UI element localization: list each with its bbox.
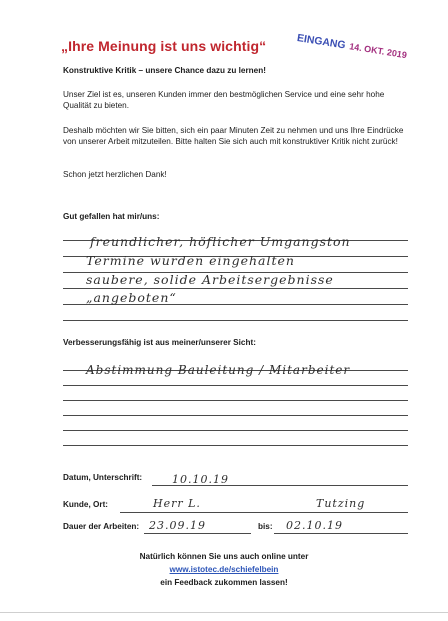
positive-handwriting-2: Termine wurden eingehalten [86,253,295,268]
date-handwriting: 10.10.19 [172,473,229,486]
customer-place-label: Kunde, Ort: [63,500,109,509]
footer-line-1: Natürlich können Sie uns auch online unter [139,552,309,561]
received-stamp [296,32,408,61]
duration-to-line[interactable] [274,533,408,534]
positive-handwriting-4: „angeboten“ [86,290,177,305]
footer-link-row [0,565,448,574]
footer-line-3: ein Feedback zukommen lassen! [160,578,288,587]
positive-line-6[interactable] [63,320,408,321]
positive-handwriting-3: saubere, solide Arbeitsergebnisse [86,272,334,287]
customer-place-line[interactable] [120,512,408,513]
improve-line-6[interactable] [63,445,408,446]
positive-line-4[interactable] [63,288,408,289]
improve-line-4[interactable] [63,415,408,416]
customer-name-handwriting: Herr L. [153,497,201,510]
improve-line-3[interactable] [63,400,408,401]
improve-line-2[interactable] [63,385,408,386]
page-bottom-rule [0,612,448,613]
positive-section-label: Gut gefallen hat mir/uns: [63,212,160,221]
intro-paragraph-1: Unser Ziel ist es, unseren Kunden immer den bestmöglichen Service und eine sehr hohe Qualität zu bieten. [63,90,385,110]
duration-label: Dauer der Arbeiten: [63,522,140,531]
stamp-label: EINGANG [296,32,347,52]
intro-heading: Konstruktive Kritik – unsere Chance dazu zu lernen! [63,66,266,75]
intro-paragraph-2: Deshalb möchten wir Sie bitten, sich ein paar Minuten Zeit zu nehmen und uns Ihre Eindrücke von unserer Arbeit mitzuteilen. Bitte halten Sie sich auch mit konstruktiver Kritik nicht zurück! [63,126,404,146]
duration-from-handwriting: 23.09.19 [149,519,206,532]
intro-paragraph-3: Schon jetzt herzlichen Dank! [63,170,167,179]
duration-until-label: bis: [258,522,273,531]
stamp-date: 14. OKT. 2019 [348,41,408,61]
improve-handwriting-1: Abstimmung Bauleitung / Mitarbeiter [86,363,351,377]
improve-line-5[interactable] [63,430,408,431]
improve-section-label: Verbesserungsfähig ist aus meiner/unserer Sicht: [63,338,256,347]
feedback-link[interactable]: www.istotec.de/schiefelbein [169,565,279,574]
positive-handwriting-1: freundlicher, höflicher Umgangston [90,234,351,249]
duration-from-line[interactable] [144,533,251,534]
customer-place-handwriting: Tutzing [316,497,366,510]
date-signature-label: Datum, Unterschrift: [63,473,143,482]
form-title: „Ihre Meinung ist uns wichtig“ [61,38,267,54]
duration-to-handwriting: 02.10.19 [286,519,343,532]
